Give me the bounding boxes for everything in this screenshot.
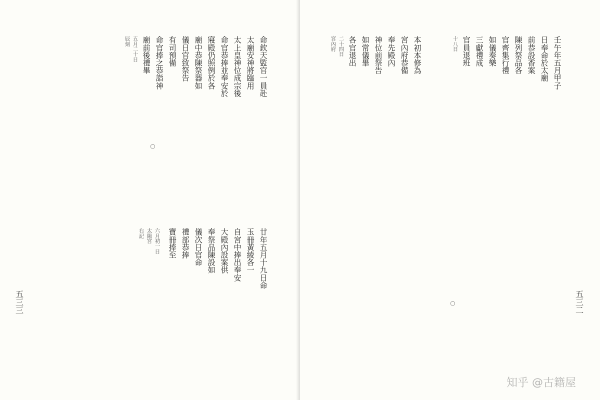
text-column: 自宮中捧出奉安 [233, 228, 242, 282]
right-folio: 五三二 [575, 290, 584, 314]
annotation-column: 五月二十日 [132, 36, 138, 62]
left-folio: 五三三 [15, 290, 24, 314]
text-column: 儀日官致祭告 [181, 36, 190, 82]
text-column: 廟前後禮畢 [142, 36, 151, 74]
annotation-column: 宮內府 [330, 36, 336, 52]
text-column: 前恭設香案 [527, 36, 536, 74]
text-column: 官員退班 [462, 36, 471, 67]
text-column: 奉祭品陳設如 [207, 228, 216, 274]
annotation-column: 右記 [138, 228, 144, 239]
text-column: 太廟安神將臨用 [246, 36, 255, 90]
text-column: 壬午年五月甲子 [553, 36, 562, 90]
page-mark: ○ [150, 143, 156, 150]
text-column: 日奉命於太廟 [540, 36, 549, 82]
text-column: 如儀奏樂 [488, 36, 497, 67]
text-column: 如常儀畢 [361, 36, 370, 67]
text-column: 命官捧之恭詣神 [155, 36, 164, 90]
annotation-column: 辰刻 [124, 36, 130, 47]
watermark: 知乎 @古籍屋 [506, 376, 576, 389]
text-column: 各官退出 [348, 36, 357, 67]
text-column: 禮部恭捧 [181, 228, 190, 259]
text-column: 廟中恭陳祭器如 [194, 36, 203, 90]
text-column: 陳列祭品各 [514, 36, 523, 74]
page-mark: ○ [450, 300, 456, 307]
text-column: 儀次日官命 [194, 228, 203, 266]
right-page [300, 0, 600, 400]
text-column: 大殿內設案供 [220, 228, 229, 274]
text-column: 寢殿仍照例於各 [207, 36, 216, 90]
text-column: 命官恭捧並奉安於 [220, 36, 229, 97]
text-column: 本初本修為 [413, 36, 422, 74]
text-column: 太上皇神位成宗後 [233, 36, 242, 97]
annotation-column: 二十四日 [338, 36, 344, 57]
text-column: 寶冊捧至 [168, 228, 177, 259]
text-column: 官齊集行禮 [501, 36, 510, 74]
text-column: 三獻禮成 [475, 36, 484, 67]
annotation-column: 太陽宮 [146, 228, 152, 244]
text-column: 命欽天監官一員赴 [259, 36, 268, 97]
annotation-column: 十八日 [452, 36, 458, 52]
text-column: 宮內府恭備 [400, 36, 409, 74]
text-column: 有司預備 [168, 36, 177, 67]
text-column: 廿年五月十九日命 [259, 228, 268, 289]
text-column: 神位前祭告 [374, 36, 383, 74]
text-column: 奉先殿內 [387, 36, 396, 67]
annotation-column: 六月初一日 [154, 228, 160, 254]
text-column: 玉冊黃綾各一 [246, 228, 255, 274]
